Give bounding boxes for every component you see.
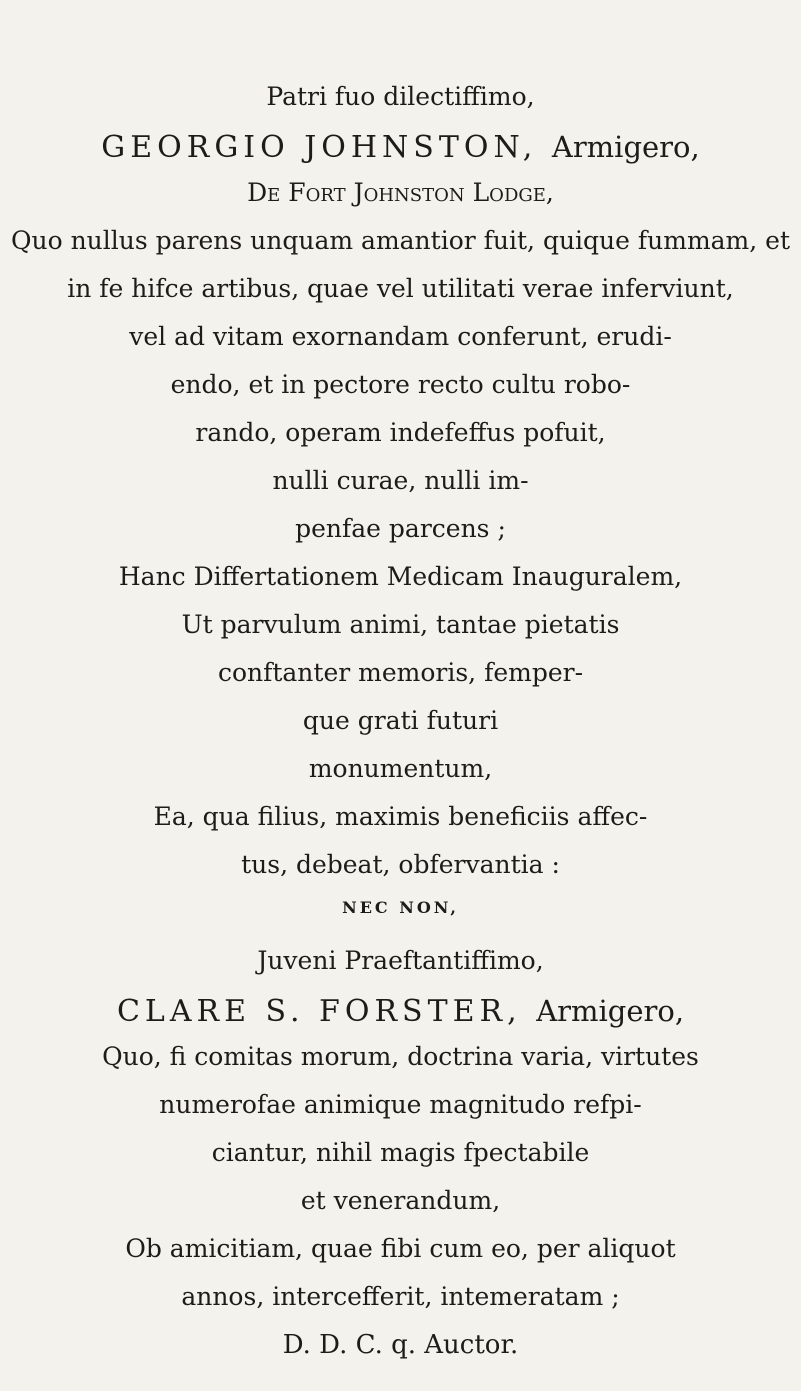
dedicatee-name-1-text: GEORGIO JOHNSTON, (101, 130, 538, 165)
text-line: Ut parvulum animi, tantae pietatis (181, 610, 620, 639)
text-line: monumentum, (308, 754, 493, 783)
dedicatee-name-1 (0, 130, 801, 165)
text-line: Hanc Differtationem Medicam Inauguralem, (118, 562, 683, 591)
text-line: que grati futuri (302, 706, 499, 735)
text-line: penfae parcens ; (295, 514, 506, 543)
juveni-line: Juveni Praeftantiffimo, (257, 946, 544, 975)
nec-non-heading: NEC NON, (342, 898, 459, 917)
text-line: numerofae animique magnitudo refpi- (159, 1090, 642, 1119)
dedicatee-name-2 (0, 994, 801, 1029)
text-line: Ob amicitiam, quae fibi cum eo, per aliquot (125, 1234, 676, 1263)
text-line: ciantur, nihil magis fpectabile (211, 1138, 590, 1167)
dedicatee-name-2-text: CLARE S. FORSTER, (116, 994, 522, 1029)
text-line: rando, operam indefeffus pofuit, (195, 418, 606, 447)
text-line: nulli curae, nulli im- (272, 466, 529, 495)
dedicatee-place: De Fort Johnston Lodge, (247, 178, 554, 207)
dedicatee-title-2: Armigero, (536, 994, 685, 1028)
dedication-opening: Patri fuo dilectiffimo, (266, 82, 535, 111)
dedicatee-title-1: Armigero, (551, 130, 700, 164)
text-line: Quo nullus parens unquam amantior fuit, quique fummam, et (10, 226, 791, 255)
text-line: vel ad vitam exornandam conferunt, erudi- (129, 322, 672, 351)
text-line: Ea, qua filius, maximis beneficiis affec- (153, 802, 648, 831)
signature-line: D. D. C. q. Auctor. (282, 1330, 519, 1360)
text-line: in fe hifce artibus, quae vel utilitati verae inferviunt, (67, 274, 734, 303)
text-line: et venerandum, (300, 1186, 501, 1215)
text-line: conftanter memoris, femper- (217, 658, 584, 687)
text-line: endo, et in pectore recto cultu robo- (170, 370, 631, 399)
text-line: tus, debeat, obfervantia : (241, 850, 560, 879)
text-line: Quo, fi comitas morum, doctrina varia, virtutes (102, 1042, 699, 1071)
text-line: annos, intercefferit, intemeratam ; (181, 1282, 620, 1311)
